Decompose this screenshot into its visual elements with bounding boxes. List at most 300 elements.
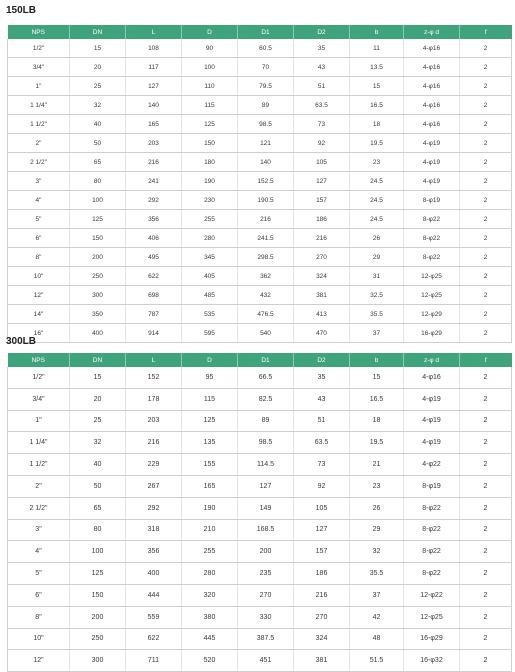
table-cell: 387.5 [238,628,294,650]
table-cell: 2 [460,541,512,563]
table-cell: 127 [238,475,294,497]
table-cell: 270 [238,584,294,606]
table-cell: 29 [350,519,404,541]
table-row [8,248,512,267]
table-cell: 12-φ25 [404,267,460,286]
table-cell: 150 [70,229,126,248]
table-cell: 168.5 [238,519,294,541]
table-row [8,39,512,58]
table-cell: 356 [126,541,182,563]
table-cell: 495 [126,248,182,267]
header-row [8,353,512,367]
table-cell: 190 [182,172,238,191]
table-cell: 2 [460,305,512,324]
table-cell: 324 [294,628,350,650]
table-cell: 12" [8,286,70,305]
table-cell: 24.5 [350,191,404,210]
table-cell: 356 [126,210,182,229]
table-cell: 150 [182,134,238,153]
table-cell: 4-φ19 [404,432,460,454]
table-row [8,606,512,628]
table-cell: 2 [460,475,512,497]
table-cell: 24.5 [350,172,404,191]
column-header: b [350,353,404,367]
table-cell: 8" [8,606,70,628]
table-cell: 4-φ16 [404,58,460,77]
table-cell: 270 [294,248,350,267]
table-cell: 432 [238,286,294,305]
table-cell: 4" [8,191,70,210]
table-cell: 2" [8,475,70,497]
table-cell: 125 [70,563,126,585]
table-cell: 32 [350,541,404,563]
table-cell: 12-φ22 [404,584,460,606]
table-cell: 2 [460,628,512,650]
table-cell: 152.5 [238,172,294,191]
table-cell: 6" [8,584,70,606]
table-cell: 92 [294,475,350,497]
table-header [8,353,512,367]
table-cell: 1 1/4" [8,432,70,454]
table-cell: 8" [8,248,70,267]
table-cell: 35 [294,39,350,58]
table-row [8,172,512,191]
table-cell: 92 [294,134,350,153]
table-cell: 114.5 [238,454,294,476]
column-header: D1 [238,353,294,367]
table-cell: 4-φ16 [404,367,460,388]
table-cell: 90 [182,39,238,58]
table-cell: 1 1/4" [8,96,70,115]
table-cell: 5" [8,563,70,585]
table-cell: 8-φ22 [404,563,460,585]
table-cell: 270 [294,606,350,628]
table-cell: 250 [70,267,126,286]
table-cell: 11 [350,39,404,58]
table-cell: 380 [182,606,238,628]
table-cell: 115 [182,388,238,410]
table-cell: 400 [70,324,126,343]
table-cell: 127 [294,519,350,541]
table-cell: 23 [350,475,404,497]
table-cell: 203 [126,134,182,153]
column-header: D [182,353,238,367]
table-cell: 2 [460,563,512,585]
table-cell: 16-φ29 [404,324,460,343]
table-cell: 73 [294,115,350,134]
table-cell: 2 [460,134,512,153]
table-cell: 2 [460,606,512,628]
table-row [8,324,512,343]
table-cell: 1/2" [8,39,70,58]
table-cell: 4-φ16 [404,96,460,115]
table-cell: 60.5 [238,39,294,58]
table-cell: 3" [8,172,70,191]
table-cell: 105 [294,153,350,172]
table-cell: 787 [126,305,182,324]
table-cell: 255 [182,210,238,229]
table-cell: 300 [70,650,126,672]
table-cell: 292 [126,497,182,519]
table-cell: 21 [350,454,404,476]
class-150-title: 150LB [6,5,37,16]
table-cell: 200 [70,248,126,267]
table-cell: 216 [238,210,294,229]
table-cell: 6" [8,229,70,248]
table-cell: 32.5 [350,286,404,305]
table-row [8,191,512,210]
table-cell: 95 [182,367,238,388]
table-cell: 37 [350,324,404,343]
table-cell: 1/2" [8,367,70,388]
table-cell: 16-φ32 [404,650,460,672]
table-cell: 26 [350,497,404,519]
table-cell: 51 [294,77,350,96]
table-cell: 40 [70,454,126,476]
table-cell: 1" [8,410,70,432]
table-cell: 80 [70,519,126,541]
table-cell: 19.5 [350,432,404,454]
table-cell: 535 [182,305,238,324]
table-cell: 203 [126,410,182,432]
table-cell: 42 [350,606,404,628]
column-header: NPS [8,353,70,367]
table-row [8,388,512,410]
table-cell: 51 [294,410,350,432]
table-cell: 140 [238,153,294,172]
table-cell: 2 [460,77,512,96]
table-cell: 4-φ19 [404,388,460,410]
table-cell: 35.5 [350,305,404,324]
table-body [8,367,512,672]
table-cell: 13.5 [350,58,404,77]
table-cell: 15 [350,77,404,96]
table-cell: 25 [70,77,126,96]
table-row [8,210,512,229]
table-cell: 178 [126,388,182,410]
table-cell: 1 1/2" [8,454,70,476]
table-cell: 280 [182,229,238,248]
table-cell: 2 [460,248,512,267]
class-300-flange-table [7,353,512,672]
table-cell: 16-φ29 [404,628,460,650]
table-row [8,475,512,497]
table-cell: 29 [350,248,404,267]
table-cell: 180 [182,153,238,172]
table-cell: 2" [8,134,70,153]
table-cell: 2 [460,584,512,606]
table-cell: 200 [70,606,126,628]
table-cell: 16" [8,324,70,343]
table-cell: 280 [182,563,238,585]
table-cell: 165 [182,475,238,497]
table-row [8,305,512,324]
table-cell: 2 [460,432,512,454]
table-cell: 117 [126,58,182,77]
table-cell: 12-φ25 [404,606,460,628]
table-cell: 4-φ19 [404,134,460,153]
table-row [8,115,512,134]
table-cell: 2 [460,324,512,343]
table-cell: 2 [460,650,512,672]
table-cell: 23 [350,153,404,172]
table-cell: 127 [126,77,182,96]
table-cell: 216 [126,153,182,172]
table-cell: 157 [294,541,350,563]
table-cell: 2 1/2" [8,153,70,172]
table-cell: 50 [70,134,126,153]
table-row [8,134,512,153]
table-cell: 235 [238,563,294,585]
table-row [8,96,512,115]
table-cell: 711 [126,650,182,672]
table-cell: 1" [8,77,70,96]
table-cell: 413 [294,305,350,324]
column-header: DN [70,353,126,367]
table-cell: 63.5 [294,96,350,115]
table-cell: 2 [460,191,512,210]
table-cell: 444 [126,584,182,606]
table-cell: 18 [350,410,404,432]
table-cell: 485 [182,286,238,305]
column-header: D2 [294,25,350,39]
table-cell: 350 [70,305,126,324]
table-cell: 540 [238,324,294,343]
table-cell: 406 [126,229,182,248]
table-row [8,541,512,563]
column-header: f [460,25,512,39]
column-header: z-φ d [404,353,460,367]
table-cell: 216 [294,229,350,248]
table-cell: 31 [350,267,404,286]
column-header: DN [70,25,126,39]
table-cell: 2 [460,172,512,191]
table-cell: 622 [126,628,182,650]
table-cell: 2 [460,96,512,115]
table-cell: 559 [126,606,182,628]
table-cell: 135 [182,432,238,454]
table-cell: 230 [182,191,238,210]
table-row [8,497,512,519]
table-row [8,267,512,286]
table-cell: 43 [294,388,350,410]
table-cell: 140 [126,96,182,115]
table-cell: 100 [70,541,126,563]
table-row [8,454,512,476]
table-cell: 125 [70,210,126,229]
table-cell: 149 [238,497,294,519]
table-cell: 43 [294,58,350,77]
table-cell: 16.5 [350,96,404,115]
table-cell: 14" [8,305,70,324]
table-cell: 79.5 [238,77,294,96]
table-cell: 190.5 [238,191,294,210]
table-cell: 125 [182,115,238,134]
table-cell: 2 [460,229,512,248]
table-cell: 186 [294,563,350,585]
class-150-flange-table [7,25,512,343]
table-cell: 405 [182,267,238,286]
table-cell: 190 [182,497,238,519]
table-row [8,628,512,650]
table-cell: 66.5 [238,367,294,388]
table-cell: 2 [460,519,512,541]
table-cell: 320 [182,584,238,606]
table-row [8,563,512,585]
header-row [8,25,512,39]
table-cell: 37 [350,584,404,606]
table-cell: 476.5 [238,305,294,324]
table-cell: 229 [126,454,182,476]
table-cell: 241 [126,172,182,191]
table-cell: 2 [460,267,512,286]
table-cell: 622 [126,267,182,286]
table-cell: 914 [126,324,182,343]
table-row [8,58,512,77]
table-cell: 520 [182,650,238,672]
table-cell: 15 [350,367,404,388]
table-cell: 150 [70,584,126,606]
table-cell: 8-φ22 [404,541,460,563]
table-cell: 4-φ16 [404,77,460,96]
table-cell: 25 [70,410,126,432]
column-header: D [182,25,238,39]
table-cell: 70 [238,58,294,77]
table-cell: 12-φ29 [404,305,460,324]
table-cell: 12" [8,650,70,672]
table-cell: 63.5 [294,432,350,454]
table-cell: 4-φ16 [404,39,460,58]
table-cell: 82.5 [238,388,294,410]
table-cell: 4-φ19 [404,153,460,172]
table-cell: 3/4" [8,58,70,77]
table-cell: 200 [238,541,294,563]
table-cell: 324 [294,267,350,286]
table-cell: 2 [460,115,512,134]
table-cell: 216 [126,432,182,454]
table-cell: 8-φ22 [404,210,460,229]
table-cell: 255 [182,541,238,563]
table-cell: 100 [182,58,238,77]
table-cell: 451 [238,650,294,672]
table-cell: 20 [70,58,126,77]
table-cell: 2 [460,367,512,388]
table-cell: 445 [182,628,238,650]
table-cell: 65 [70,153,126,172]
table-cell: 12-φ25 [404,286,460,305]
table-cell: 8-φ22 [404,229,460,248]
table-cell: 80 [70,172,126,191]
table-cell: 20 [70,388,126,410]
table-cell: 4-φ19 [404,172,460,191]
table-cell: 4-φ22 [404,454,460,476]
column-header: b [350,25,404,39]
table-cell: 35 [294,367,350,388]
table-row [8,367,512,388]
table-cell: 267 [126,475,182,497]
table-cell: 10" [8,267,70,286]
table-row [8,432,512,454]
table-cell: 40 [70,115,126,134]
table-cell: 362 [238,267,294,286]
table-cell: 2 [460,286,512,305]
table-cell: 24.5 [350,210,404,229]
table-cell: 2 [460,497,512,519]
column-header: L [126,25,182,39]
column-header: L [126,353,182,367]
table-cell: 50 [70,475,126,497]
table-cell: 381 [294,650,350,672]
table-cell: 125 [182,410,238,432]
table-cell: 2 [460,410,512,432]
column-header: D1 [238,25,294,39]
table-row [8,286,512,305]
table-cell: 241.5 [238,229,294,248]
table-cell: 470 [294,324,350,343]
table-cell: 8-φ22 [404,248,460,267]
table-cell: 105 [294,497,350,519]
table-cell: 2 1/2" [8,497,70,519]
table-cell: 110 [182,77,238,96]
table-cell: 5" [8,210,70,229]
table-cell: 3/4" [8,388,70,410]
table-cell: 15 [70,39,126,58]
table-cell: 698 [126,286,182,305]
table-cell: 345 [182,248,238,267]
table-cell: 35.5 [350,563,404,585]
table-cell: 8-φ19 [404,475,460,497]
table-row [8,410,512,432]
table-cell: 298.5 [238,248,294,267]
table-cell: 4-φ16 [404,115,460,134]
table-cell: 8-φ19 [404,191,460,210]
table-cell: 155 [182,454,238,476]
table-cell: 98.5 [238,115,294,134]
table-cell: 595 [182,324,238,343]
table-cell: 318 [126,519,182,541]
column-header: NPS [8,25,70,39]
table-cell: 157 [294,191,350,210]
table-row [8,153,512,172]
table-cell: 186 [294,210,350,229]
table-cell: 16.5 [350,388,404,410]
table-cell: 165 [126,115,182,134]
table-cell: 32 [70,96,126,115]
table-row [8,650,512,672]
table-cell: 2 [460,210,512,229]
table-body [8,39,512,343]
table-cell: 26 [350,229,404,248]
table-cell: 19.5 [350,134,404,153]
table-cell: 2 [460,388,512,410]
table-row [8,229,512,248]
table-cell: 250 [70,628,126,650]
table-cell: 3" [8,519,70,541]
table-cell: 330 [238,606,294,628]
table-cell: 2 [460,153,512,172]
table-cell: 4" [8,541,70,563]
table-cell: 48 [350,628,404,650]
table-cell: 127 [294,172,350,191]
table-cell: 115 [182,96,238,115]
table-row [8,77,512,96]
table-row [8,584,512,606]
table-cell: 108 [126,39,182,58]
table-header [8,25,512,39]
table-cell: 292 [126,191,182,210]
table-cell: 73 [294,454,350,476]
table-cell: 15 [70,367,126,388]
